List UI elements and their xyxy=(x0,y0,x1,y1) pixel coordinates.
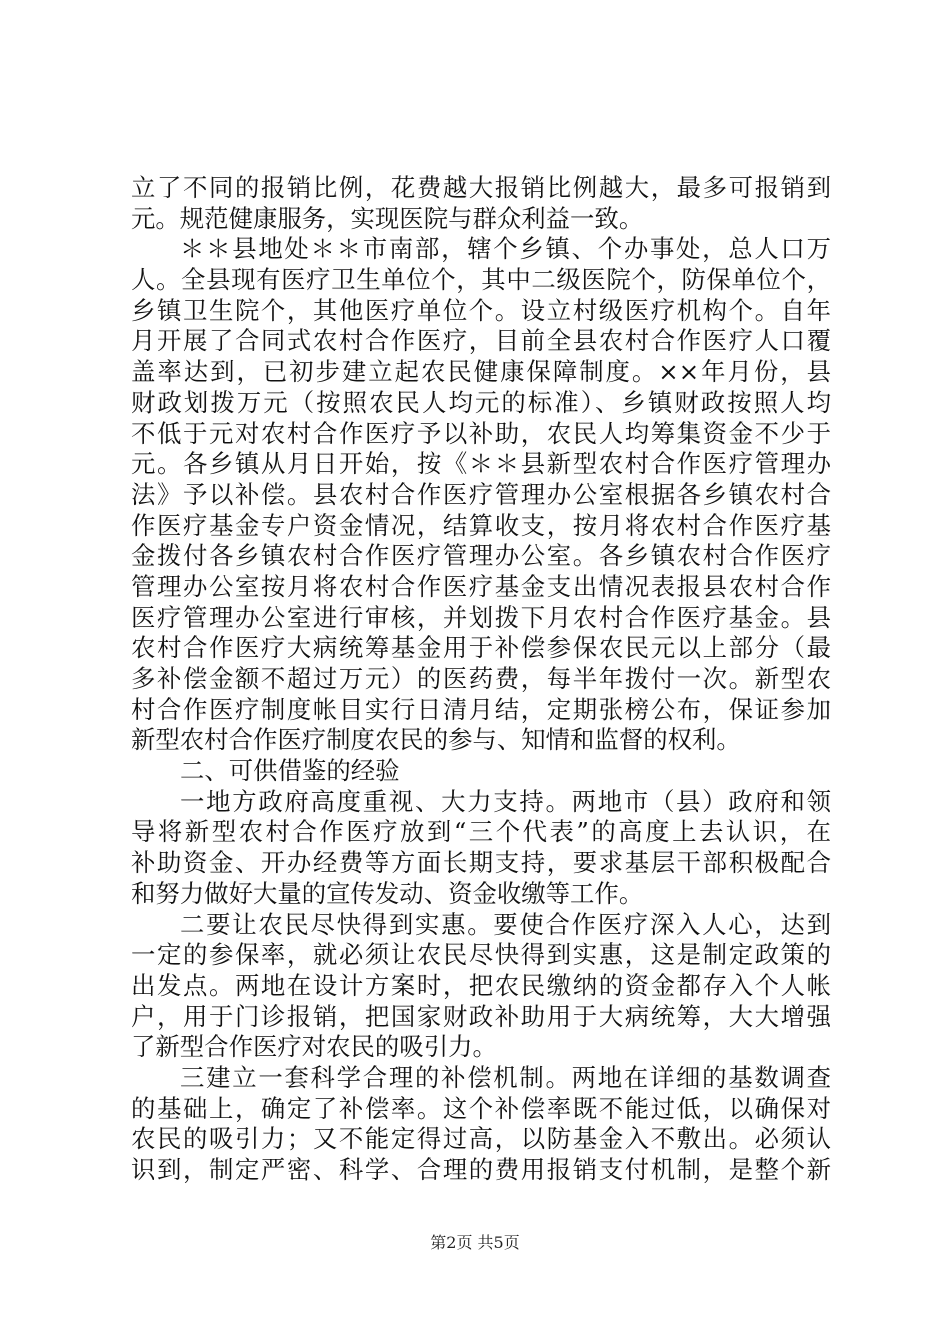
text-line: ＊＊县地处＊＊市南部，辖个乡镇、个办事处，总人口万 xyxy=(180,234,831,264)
section-heading: 二、可供借鉴的经验 xyxy=(180,756,400,786)
text-line: 乡镇卫生院个，其他医疗单位个。设立村级医疗机构个。自年 xyxy=(131,295,831,325)
text-line: 二要让农民尽快得到实惠。要使合作医疗深入人心，达到 xyxy=(180,909,831,939)
page-number-footer: 第2页 共5页 xyxy=(430,1233,520,1252)
text-line: 立了不同的报销比例，花费越大报销比例越大，最多可报销到 xyxy=(131,173,831,202)
text-line: 多补偿金额不超过万元）的医药费，每半年拨付一次。新型农 xyxy=(131,664,831,693)
text-line: 月开展了合同式农村合作医疗，目前全县农村合作医疗人口覆 xyxy=(131,326,831,356)
text-line: 三建立一套科学合理的补偿机制。两地在详细的基数调查 xyxy=(180,1062,831,1092)
text-line: 金拨付各乡镇农村合作医疗管理办公室。各乡镇农村合作医疗 xyxy=(131,541,831,571)
text-line: 管理办公室按月将农村合作医疗基金支出情况表报县农村合作 xyxy=(131,571,831,601)
text-line: 农村合作医疗大病统筹基金用于补偿参保农民元以上部分（最 xyxy=(131,633,831,663)
text-line: 识到，制定严密、科学、合理的费用报销支付机制，是整个新 xyxy=(131,1155,831,1184)
text-line: 一地方政府高度重视、大力支持。两地市（县）政府和领 xyxy=(180,786,831,816)
text-line: 作医疗基金专户资金情况，结算收支，按月将农村合作医疗基 xyxy=(131,510,831,540)
text-line: 元。各乡镇从月日开始，按《＊＊县新型农村合作医疗管理办 xyxy=(131,449,831,479)
text-line: 法》予以补偿。县农村合作医疗管理办公室根据各乡镇农村合 xyxy=(131,479,831,509)
text-line: 农民的吸引力；又不能定得过高，以防基金入不敷出。必须认 xyxy=(131,1124,831,1154)
text-line: 和努力做好大量的宣传发动、资金收缴等工作。 xyxy=(131,878,644,908)
text-line: 医疗管理办公室进行审核，并划拨下月农村合作医疗基金。县 xyxy=(131,602,831,632)
text-line: 人。全县现有医疗卫生单位个，其中二级医院个，防保单位个， xyxy=(131,265,831,295)
text-line: 村合作医疗制度帐目实行日清月结，定期张榜公布，保证参加 xyxy=(131,694,831,724)
text-line: 了新型合作医疗对农民的吸引力。 xyxy=(131,1032,497,1062)
text-line: 新型农村合作医疗制度农民的参与、知情和监督的权利。 xyxy=(131,725,741,755)
document-body xyxy=(131,173,831,1186)
text-line: 元。规范健康服务，实现医院与群众利益一致。 xyxy=(131,203,644,233)
text-line: 户，用于门诊报销，把国家财政补助用于大病统筹，大大增强 xyxy=(131,1001,831,1031)
text-line: 补助资金、开办经费等方面长期支持，要求基层干部积极配合 xyxy=(131,848,831,878)
text-line: 导将新型农村合作医疗放到“三个代表”的高度上去认识，在 xyxy=(131,817,831,847)
text-line: 的基础上，确定了补偿率。这个补偿率既不能过低，以确保对 xyxy=(131,1093,831,1123)
text-line: 财政划拨万元（按照农民人均元的标准）、乡镇财政按照人均 xyxy=(131,387,831,417)
text-line: 不低于元对农村合作医疗予以补助，农民人均筹集资金不少于 xyxy=(131,418,831,448)
text-line: 一定的参保率，就必须让农民尽快得到实惠，这是制定政策的 xyxy=(131,940,831,970)
text-line: 盖率达到，已初步建立起农民健康保障制度。××年月份，县 xyxy=(131,357,831,387)
text-line: 出发点。两地在设计方案时，把农民缴纳的资金都存入个人帐 xyxy=(131,970,831,1000)
